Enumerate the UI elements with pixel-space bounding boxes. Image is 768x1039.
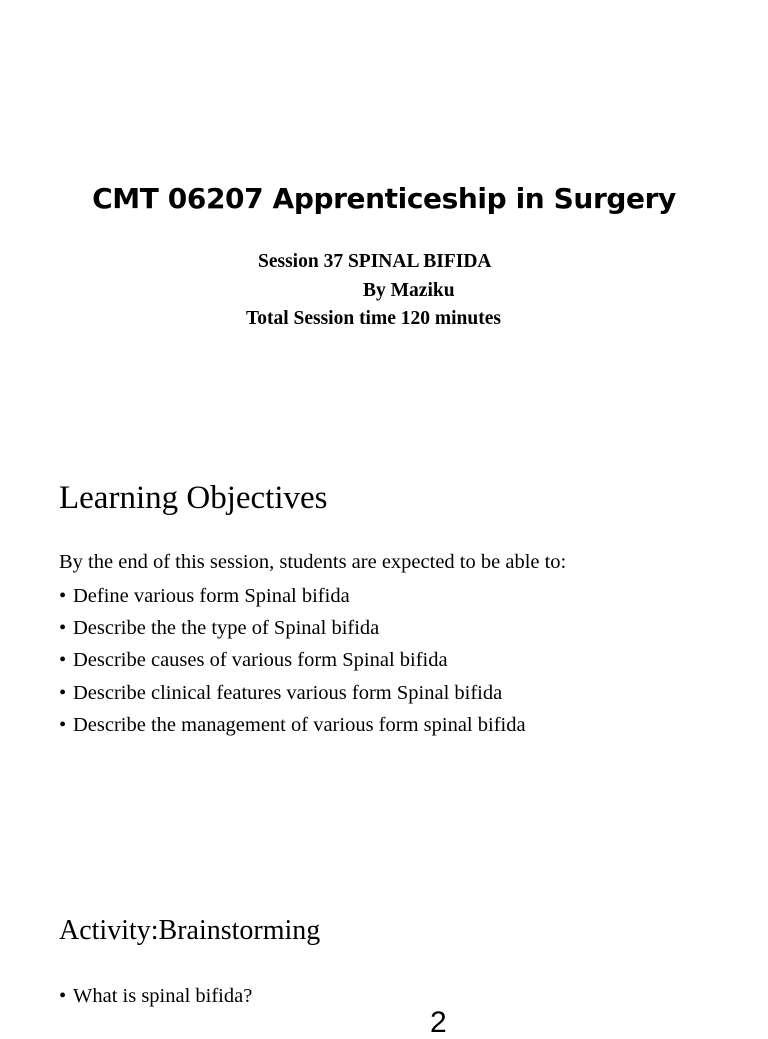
list-item bbox=[59, 980, 252, 1012]
bullet-icon: • bbox=[59, 585, 67, 607]
bullet-icon: • bbox=[59, 649, 67, 672]
document-title: CMT 06207 Apprenticeship in Surgery bbox=[92, 182, 676, 215]
objectives-heading: Learning Objectives bbox=[59, 480, 328, 516]
list-item-text: Describe clinical features various form Spinal bifida bbox=[73, 681, 503, 704]
list-item bbox=[59, 677, 526, 709]
list-item bbox=[59, 612, 526, 644]
activity-list bbox=[59, 980, 252, 1012]
list-item bbox=[59, 644, 526, 676]
bullet-icon: • bbox=[59, 985, 67, 1007]
list-item-text: Describe the the type of Spinal bifida bbox=[73, 617, 380, 640]
session-time-label: Total Session time 120 minutes bbox=[246, 308, 501, 329]
list-item bbox=[59, 709, 526, 741]
bullet-icon: • bbox=[59, 681, 67, 704]
page-number: 2 bbox=[430, 1006, 447, 1039]
objectives-list bbox=[59, 580, 526, 741]
activity-heading: Activity:Brainstorming bbox=[59, 915, 321, 946]
list-item-text: Define various form Spinal bifida bbox=[73, 585, 350, 607]
bullet-icon: • bbox=[59, 617, 67, 640]
list-item bbox=[59, 580, 526, 612]
list-item-text: Describe causes of various form Spinal bifida bbox=[73, 649, 448, 672]
objectives-intro: By the end of this session, students are expected to be able to: bbox=[59, 551, 567, 573]
author-label: By Maziku bbox=[363, 280, 455, 301]
bullet-icon: • bbox=[59, 713, 67, 736]
session-label: Session 37 SPINAL BIFIDA bbox=[258, 251, 492, 272]
list-item-text: What is spinal bifida? bbox=[73, 985, 253, 1007]
list-item-text: Describe the management of various form spinal bifida bbox=[73, 713, 526, 736]
